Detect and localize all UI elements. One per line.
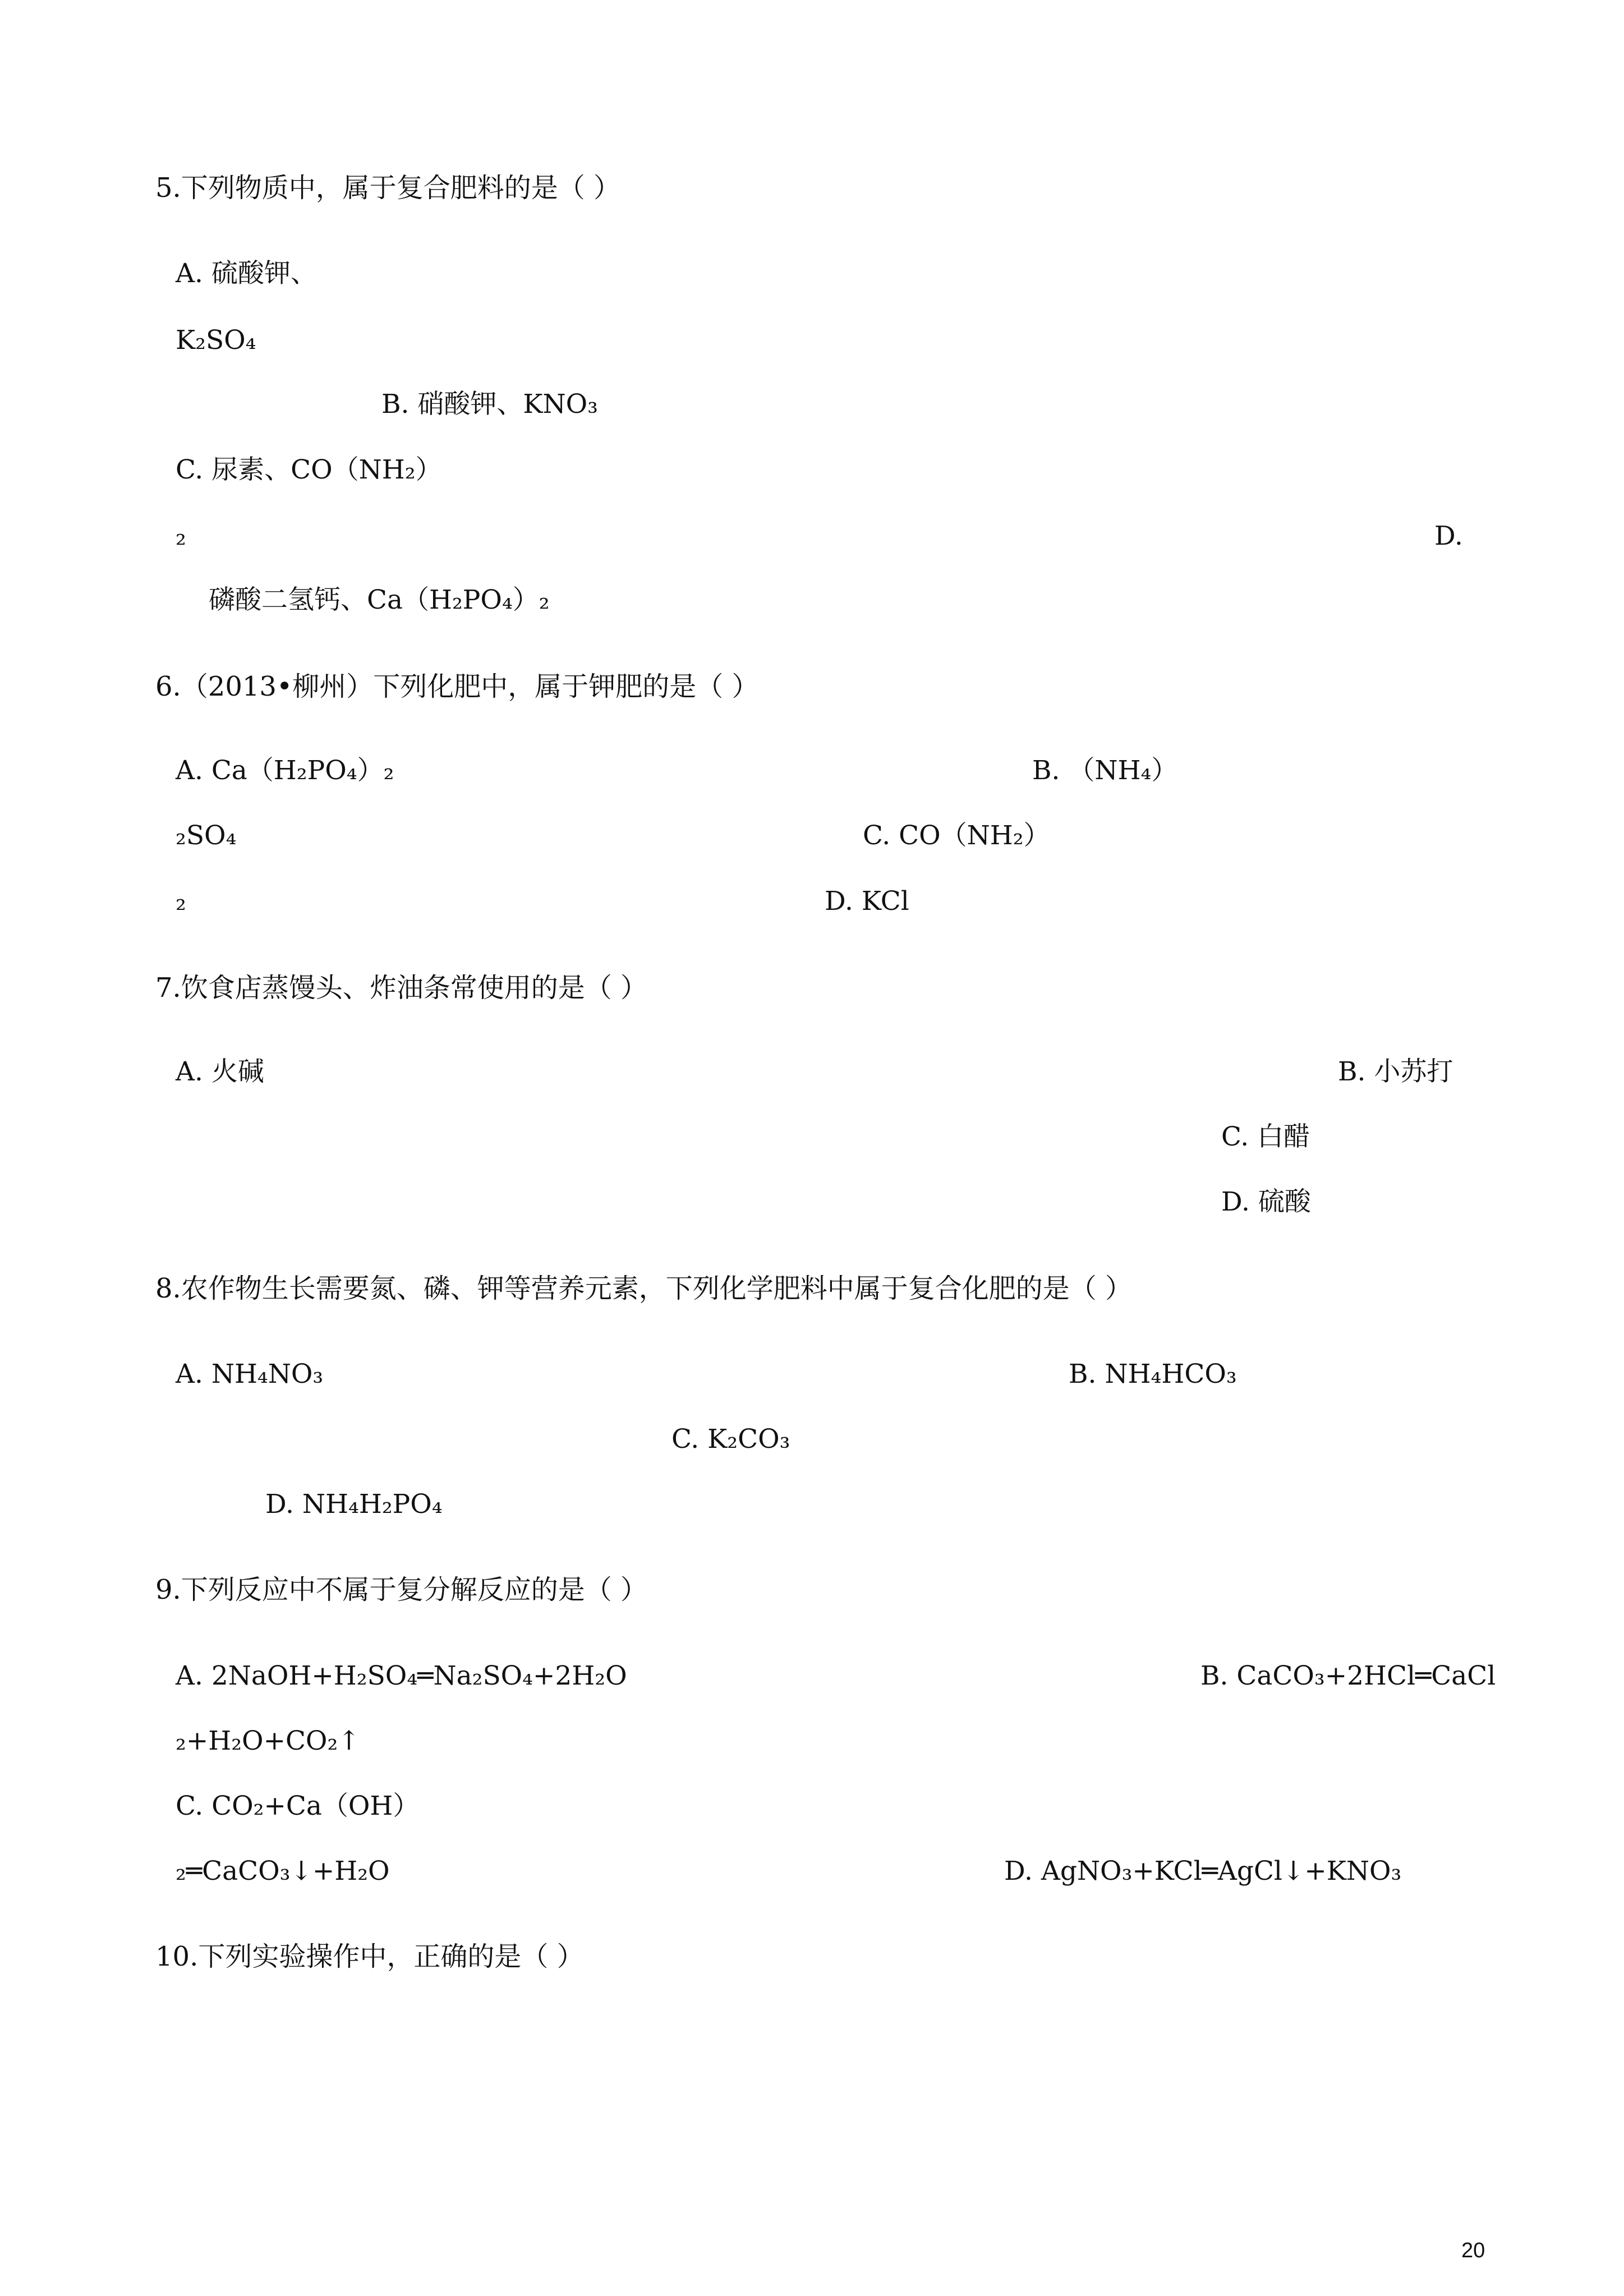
question-number: 10. (155, 1941, 199, 1972)
option-c: C. K₂CO₃ (671, 1424, 790, 1455)
option-a: A. NH₄NO₃ (176, 1359, 324, 1389)
option-b: B. CaCO₃+2HCl═CaCl (1200, 1660, 1496, 1691)
question-8-stem (155, 1272, 1132, 1305)
option-d: D. NH₄H₂PO₄ (265, 1489, 443, 1520)
question-number: 5. (155, 172, 181, 204)
option-d: D. AgNO₃+KCl═AgCl↓+KNO₃ (1004, 1856, 1402, 1887)
page-number: 20 (1461, 2239, 1485, 2262)
option-a: A. 火碱 (176, 1056, 264, 1087)
question-number: 6. (155, 671, 181, 702)
option-a: A. 硫酸钾、 (176, 258, 317, 289)
option-b: B. 小苏打 (1338, 1056, 1453, 1087)
question-9-stem (155, 1573, 647, 1607)
option-d-continued: 磷酸二氢钙、Ca（H₂PO₄）₂ (209, 585, 550, 615)
option-b-continued: ₂+H₂O+CO₂↑ (176, 1726, 360, 1756)
question-number: 9. (155, 1574, 181, 1605)
option-d: D. (1434, 521, 1463, 551)
question-text: 农作物生长需要氮、磷、钾等营养元素，下列化学肥料中属于复合化肥的是（ ） (181, 1273, 1133, 1304)
question-7-stem (155, 971, 647, 1005)
question-text: （2013•柳州）下列化肥中，属于钾肥的是（ ） (181, 671, 759, 702)
option-c-continued: ₂ (176, 886, 186, 917)
option-b: B. （NH₄） (1032, 755, 1178, 786)
question-text: 下列物质中，属于复合肥料的是（ ） (181, 172, 621, 204)
question-text: 下列实验操作中，正确的是（ ） (198, 1941, 584, 1972)
option-a: A. 2NaOH+H₂SO₄═Na₂SO₄+2H₂O (176, 1660, 627, 1691)
option-c: C. CO（NH₂） (863, 820, 1050, 851)
option-c: C. 白醋 (1221, 1121, 1310, 1152)
question-5-stem (155, 171, 620, 205)
option-d: D. KCl (825, 886, 909, 917)
option-a-continued: K₂SO₄ (176, 325, 256, 356)
option-b: B. NH₄HCO₃ (1069, 1359, 1237, 1389)
option-b: B. 硝酸钾、KNO₃ (381, 389, 599, 420)
option-c-continued: ₂═CaCO₃↓+H₂O (176, 1856, 390, 1887)
option-d: D. 硫酸 (1221, 1186, 1311, 1217)
option-b-continued: ₂SO₄ (176, 820, 237, 851)
option-c: C. 尿素、CO（NH₂） (176, 454, 442, 485)
question-6-stem (155, 670, 759, 703)
question-text: 饮食店蒸馒头、炸油条常使用的是（ ） (181, 972, 648, 1004)
question-number: 7. (155, 972, 181, 1004)
option-a: A. Ca（H₂PO₄）₂ (176, 755, 394, 786)
question-text: 下列反应中不属于复分解反应的是（ ） (181, 1574, 648, 1605)
question-number: 8. (155, 1273, 181, 1304)
question-10-stem (155, 1940, 584, 1973)
option-c: C. CO₂+Ca（OH） (176, 1791, 420, 1821)
option-c-continued: ₂ (176, 521, 186, 551)
